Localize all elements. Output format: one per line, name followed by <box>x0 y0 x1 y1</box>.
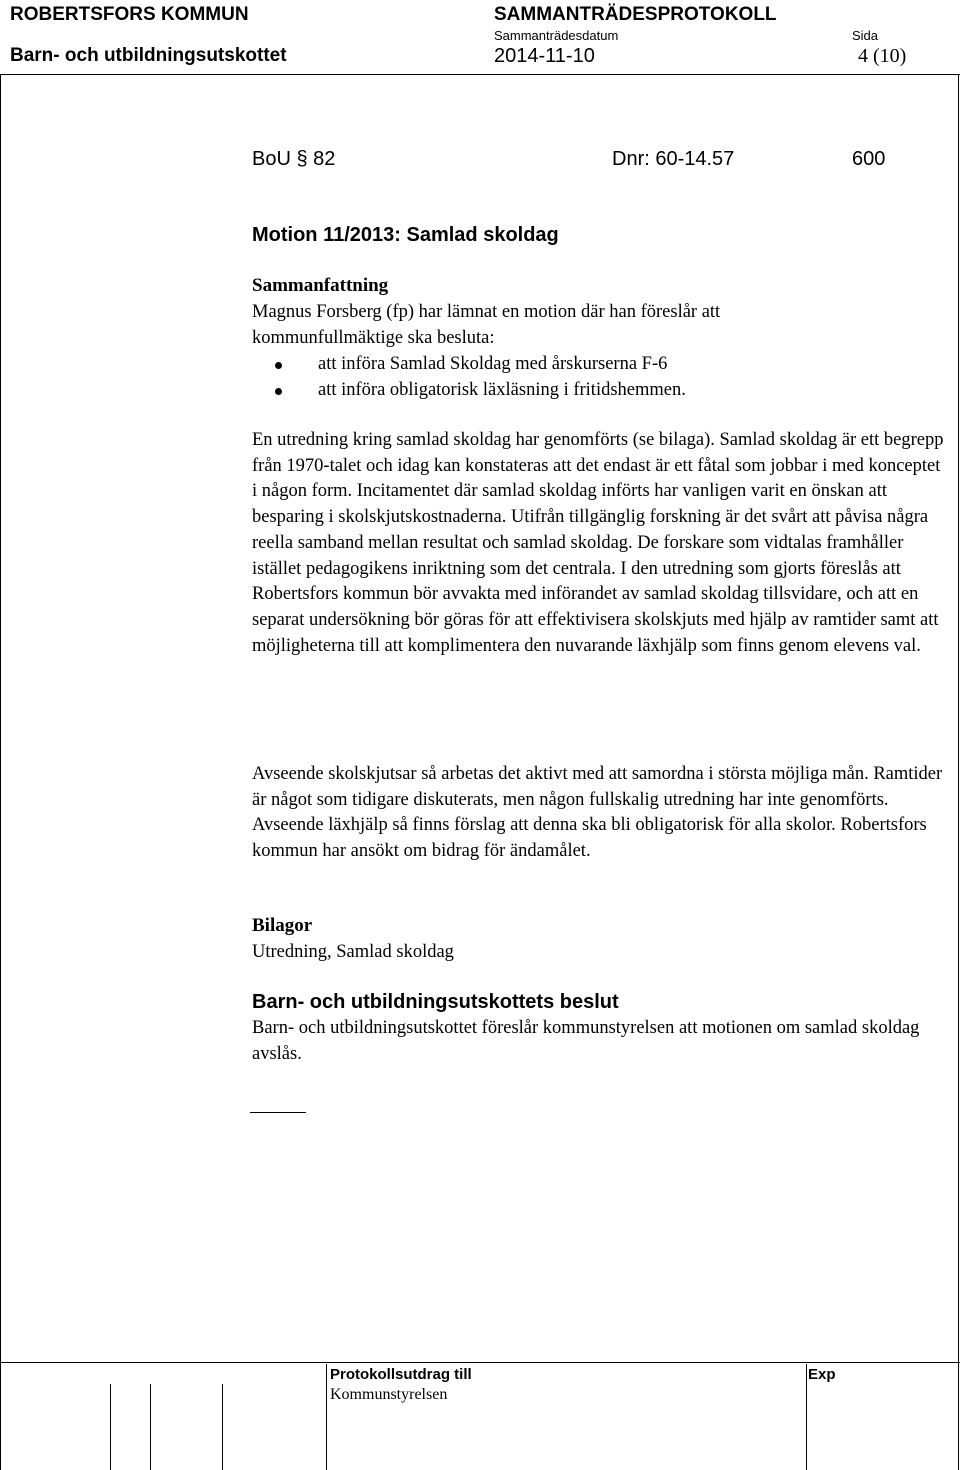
frame-right <box>958 74 959 1470</box>
signature-line-2 <box>150 1384 151 1470</box>
summary-paragraph-2: Avseende skolskjutsar så arbetas det aktivt med att samordna i största möjliga mån. Ramtider är något som tidigare diskuterats, men någon fullskalig utredning har inte genomförts. Avseende läxhjälp så finns förslag att denna ska bli obligatorisk för alla skolor. Robertsfors kommun har ansökt om bidrag för ändamålet. <box>252 764 943 862</box>
summary-intro: Magnus Forsberg (fp) har lämnat en motion där han föreslår att kommunfullmäktige ska besluta: <box>252 302 721 348</box>
meeting-date: 2014-11-10 <box>494 45 595 67</box>
summary-heading: Sammanfattning <box>252 275 389 296</box>
page-number: 4 <box>858 45 868 67</box>
exp-label: Exp <box>808 1366 836 1383</box>
paragraph-reference: BoU § 82 <box>252 148 336 170</box>
end-rule <box>250 1112 306 1113</box>
signature-line-3 <box>222 1384 223 1470</box>
document-type: SAMMANTRÄDESPROTOKOLL <box>494 4 777 25</box>
header-divider <box>0 74 960 75</box>
page-indicator <box>858 45 906 68</box>
case-code: 600 <box>852 148 886 170</box>
case-title: Motion 11/2013: Samlad skoldag <box>252 224 559 246</box>
bullet-icon <box>275 362 282 369</box>
attachment-item: Utredning, Samlad skoldag <box>252 942 454 962</box>
footer-column-divider <box>326 1364 327 1470</box>
org-name: ROBERTSFORS KOMMUN <box>10 4 249 25</box>
extract-label: Protokollsutdrag till <box>330 1366 472 1383</box>
page-total: (10) <box>873 45 907 67</box>
motion-proposals <box>252 352 942 403</box>
footer-exp-divider <box>806 1364 807 1470</box>
meeting-date-label: Sammanträdesdatum <box>494 28 619 43</box>
footer-divider <box>0 1362 960 1363</box>
decision-text: Barn- och utbildningsutskottet föreslår kommunstyrelsen att motionen om samlad skoldag avslås. <box>252 1018 920 1064</box>
frame-left <box>0 74 1 1470</box>
page-label: Sida <box>852 28 879 43</box>
signature-line-1 <box>110 1384 111 1470</box>
diary-number: Dnr: 60-14.57 <box>612 148 735 170</box>
list-item: att införa Samlad Skoldag med årskurserna F-6 <box>252 352 942 378</box>
summary-paragraph-1: En utredning kring samlad skoldag har genomförts (se bilaga). Samlad skoldag är ett begrepp från 1970-talet och idag kan konstateras att det endast är ett fåtal som jobbar i med konceptet i någon form. Incitamentet där samlad skoldag införts har vanligen varit en önskan att besparing i skolskjutskostnaderna. Utifrån tillgänglig forskning är det svårt att påvisa några reella samband mellan resultat och samlad skoldag. De forskare som vidtalas framhåller istället pedagogikens inriktning som det centrala. I den utredning som gjorts föreslås att Robertsfors kommun bör avvakta med införandet av samlad skoldag tillsvidare, och att en separat undersökning bör göras för att effektivisera skolskjuts med hjälp av ramtider samt att möjligheterna till att komplimentera den nuvarande läxhjälp som finns genom elevens val. <box>252 430 944 656</box>
committee-name: Barn- och utbildningsutskottet <box>10 45 287 66</box>
extract-recipient: Kommunstyrelsen <box>330 1386 448 1403</box>
decision-heading: Barn- och utbildningsutskottets beslut <box>252 991 619 1013</box>
list-item: att införa obligatorisk läxläsning i fritidshemmen. <box>252 378 942 404</box>
bullet-icon <box>275 388 282 395</box>
attachments-heading: Bilagor <box>252 915 313 936</box>
